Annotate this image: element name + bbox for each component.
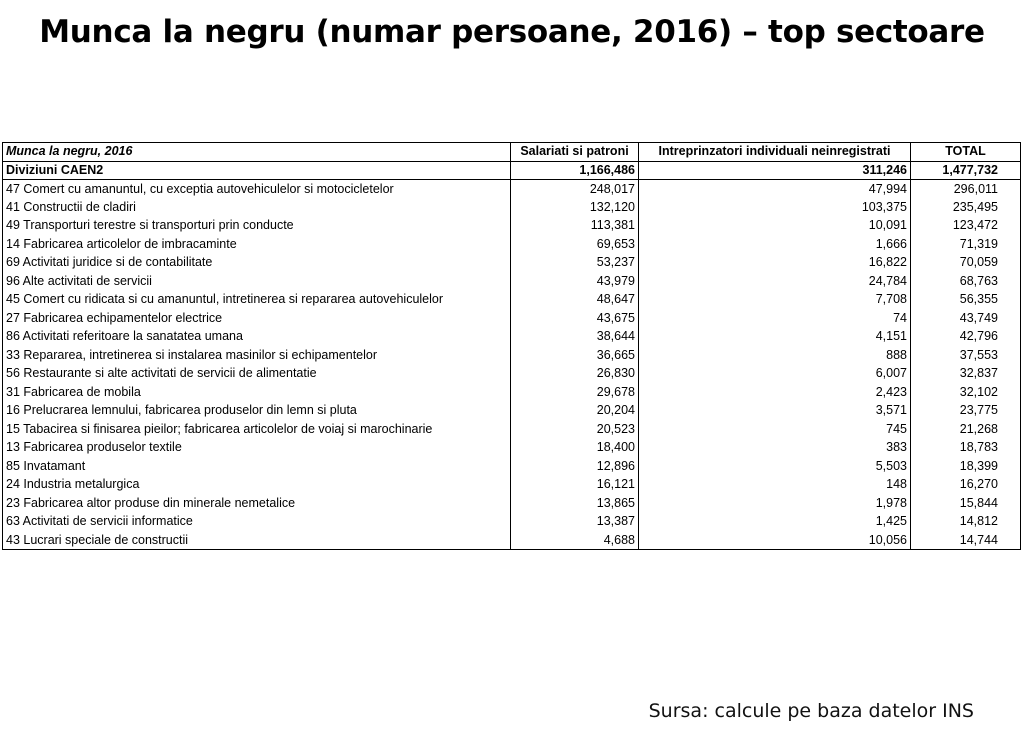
- page-title: [0, 10, 1024, 54]
- row-cell-employees: 18,400: [511, 439, 639, 458]
- row-cell-sector: 24 Industria metalurgica: [3, 476, 511, 495]
- source-note: [649, 700, 974, 722]
- row-cell-sector: 63 Activitati de servicii informatice: [3, 513, 511, 532]
- row-cell-employees: 36,665: [511, 346, 639, 365]
- row-cell-entrepreneurs: 888: [639, 346, 911, 365]
- table-row: [3, 198, 1021, 217]
- row-cell-entrepreneurs: 5,503: [639, 457, 911, 476]
- header-cell-total: TOTAL: [911, 143, 1021, 162]
- row-cell-sector: 31 Fabricarea de mobila: [3, 383, 511, 402]
- row-cell-entrepreneurs: 148: [639, 476, 911, 495]
- row-cell-total: 16,270: [911, 476, 1021, 495]
- row-cell-sector: 45 Comert cu ridicata si cu amanuntul, intretinerea si repararea autovehiculelor: [3, 291, 511, 310]
- row-cell-employees: 248,017: [511, 180, 639, 199]
- row-cell-employees: 26,830: [511, 365, 639, 384]
- header-cell-entrepreneurs: Intreprinzatori individuali neinregistrati: [639, 143, 911, 162]
- row-cell-total: 68,763: [911, 272, 1021, 291]
- table-row: [3, 383, 1021, 402]
- table-row: [3, 180, 1021, 199]
- row-cell-employees: 53,237: [511, 254, 639, 273]
- table-row: [3, 254, 1021, 273]
- table-row: [3, 476, 1021, 495]
- row-cell-employees: 132,120: [511, 198, 639, 217]
- total-cell-total: 1,477,732: [911, 161, 1021, 180]
- row-cell-employees: 43,675: [511, 309, 639, 328]
- row-cell-entrepreneurs: 10,056: [639, 531, 911, 550]
- row-cell-sector: 85 Invatamant: [3, 457, 511, 476]
- row-cell-employees: 4,688: [511, 531, 639, 550]
- total-cell-employees: 1,166,486: [511, 161, 639, 180]
- table-row: [3, 309, 1021, 328]
- row-cell-entrepreneurs: 47,994: [639, 180, 911, 199]
- row-cell-sector: 96 Alte activitati de servicii: [3, 272, 511, 291]
- row-cell-employees: 113,381: [511, 217, 639, 236]
- table-row: [3, 402, 1021, 421]
- row-cell-total: 235,495: [911, 198, 1021, 217]
- row-cell-sector: 16 Prelucrarea lemnului, fabricarea produselor din lemn si pluta: [3, 402, 511, 421]
- row-cell-total: 70,059: [911, 254, 1021, 273]
- table-row: [3, 494, 1021, 513]
- row-cell-sector: 86 Activitati referitoare la sanatatea umana: [3, 328, 511, 347]
- row-cell-total: 123,472: [911, 217, 1021, 236]
- row-cell-total: 18,399: [911, 457, 1021, 476]
- total-cell-entrepreneurs: 311,246: [639, 161, 911, 180]
- row-cell-total: 23,775: [911, 402, 1021, 421]
- row-cell-employees: 20,523: [511, 420, 639, 439]
- row-cell-entrepreneurs: 2,423: [639, 383, 911, 402]
- row-cell-total: 43,749: [911, 309, 1021, 328]
- row-cell-entrepreneurs: 103,375: [639, 198, 911, 217]
- table-total-row: [3, 161, 1021, 180]
- total-cell-label: Diviziuni CAEN2: [3, 161, 511, 180]
- row-cell-employees: 20,204: [511, 402, 639, 421]
- row-cell-entrepreneurs: 1,666: [639, 235, 911, 254]
- row-cell-total: 14,744: [911, 531, 1021, 550]
- table-header-row: [3, 143, 1021, 162]
- row-cell-entrepreneurs: 16,822: [639, 254, 911, 273]
- row-cell-total: 32,102: [911, 383, 1021, 402]
- table-row: [3, 217, 1021, 236]
- row-cell-sector: 13 Fabricarea produselor textile: [3, 439, 511, 458]
- row-cell-sector: 69 Activitati juridice si de contabilitate: [3, 254, 511, 273]
- row-cell-employees: 12,896: [511, 457, 639, 476]
- row-cell-employees: 13,865: [511, 494, 639, 513]
- row-cell-sector: 41 Constructii de cladiri: [3, 198, 511, 217]
- table-row: [3, 531, 1021, 550]
- row-cell-employees: 29,678: [511, 383, 639, 402]
- row-cell-sector: 56 Restaurante si alte activitati de servicii de alimentatie: [3, 365, 511, 384]
- table-row: [3, 439, 1021, 458]
- row-cell-sector: 27 Fabricarea echipamentelor electrice: [3, 309, 511, 328]
- row-cell-total: 21,268: [911, 420, 1021, 439]
- row-cell-entrepreneurs: 4,151: [639, 328, 911, 347]
- row-cell-entrepreneurs: 1,425: [639, 513, 911, 532]
- table-row: [3, 346, 1021, 365]
- row-cell-sector: 15 Tabacirea si finisarea pieilor; fabricarea articolelor de voiaj si marochinarie: [3, 420, 511, 439]
- row-cell-employees: 69,653: [511, 235, 639, 254]
- row-cell-entrepreneurs: 74: [639, 309, 911, 328]
- row-cell-sector: 14 Fabricarea articolelor de imbracaminte: [3, 235, 511, 254]
- row-cell-employees: 48,647: [511, 291, 639, 310]
- row-cell-total: 15,844: [911, 494, 1021, 513]
- row-cell-sector: 23 Fabricarea altor produse din minerale nemetalice: [3, 494, 511, 513]
- row-cell-total: 71,319: [911, 235, 1021, 254]
- row-cell-total: 14,812: [911, 513, 1021, 532]
- table-row: [3, 272, 1021, 291]
- table-row: [3, 235, 1021, 254]
- row-cell-total: 37,553: [911, 346, 1021, 365]
- row-cell-total: 32,837: [911, 365, 1021, 384]
- row-cell-sector: 43 Lucrari speciale de constructii: [3, 531, 511, 550]
- row-cell-sector: 49 Transporturi terestre si transporturi prin conducte: [3, 217, 511, 236]
- data-table: [2, 142, 1021, 550]
- row-cell-total: 56,355: [911, 291, 1021, 310]
- table-row: [3, 457, 1021, 476]
- row-cell-total: 296,011: [911, 180, 1021, 199]
- table-row: [3, 513, 1021, 532]
- table-row: [3, 328, 1021, 347]
- row-cell-entrepreneurs: 1,978: [639, 494, 911, 513]
- row-cell-entrepreneurs: 745: [639, 420, 911, 439]
- page-title-text: Munca la negru (numar persoane, 2016) – top sectoare: [39, 14, 985, 50]
- table-row: [3, 291, 1021, 310]
- header-cell-employees: Salariati si patroni: [511, 143, 639, 162]
- row-cell-employees: 13,387: [511, 513, 639, 532]
- row-cell-entrepreneurs: 7,708: [639, 291, 911, 310]
- row-cell-entrepreneurs: 24,784: [639, 272, 911, 291]
- row-cell-total: 18,783: [911, 439, 1021, 458]
- row-cell-entrepreneurs: 6,007: [639, 365, 911, 384]
- row-cell-entrepreneurs: 383: [639, 439, 911, 458]
- row-cell-employees: 16,121: [511, 476, 639, 495]
- row-cell-entrepreneurs: 3,571: [639, 402, 911, 421]
- row-cell-sector: 33 Repararea, intretinerea si instalarea masinilor si echipamentelor: [3, 346, 511, 365]
- row-cell-employees: 43,979: [511, 272, 639, 291]
- row-cell-entrepreneurs: 10,091: [639, 217, 911, 236]
- header-cell-sector: Munca la negru, 2016: [3, 143, 511, 162]
- row-cell-total: 42,796: [911, 328, 1021, 347]
- source-note-text: Sursa: calcule pe baza datelor INS: [648, 700, 974, 722]
- table-row: [3, 420, 1021, 439]
- table-row: [3, 365, 1021, 384]
- row-cell-sector: 47 Comert cu amanuntul, cu exceptia autovehiculelor si motocicletelor: [3, 180, 511, 199]
- row-cell-employees: 38,644: [511, 328, 639, 347]
